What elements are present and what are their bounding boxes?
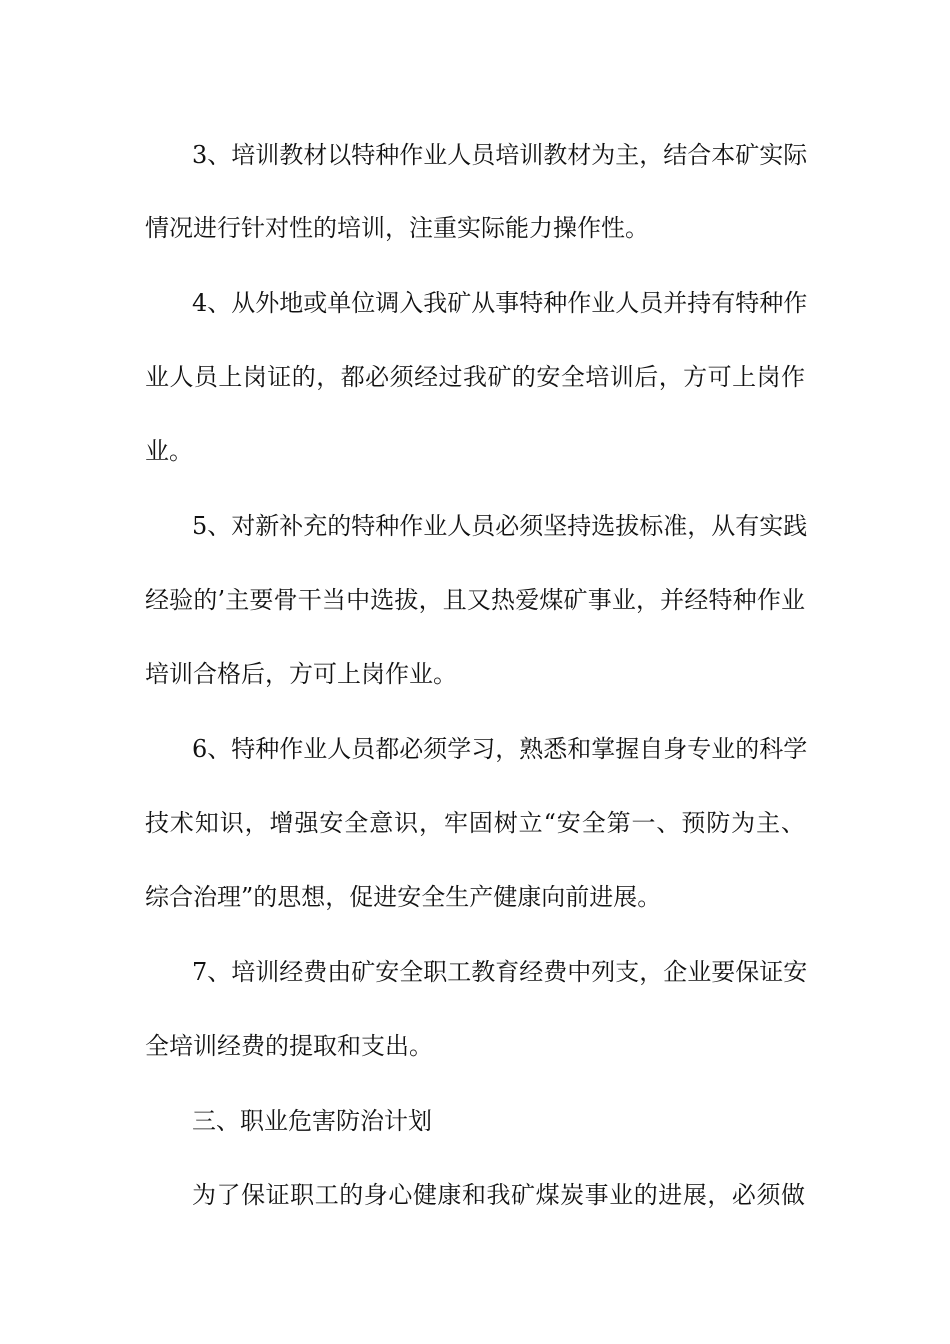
paragraph-5-line-3: 培训合格后，方可上岗作业。	[145, 660, 457, 688]
paragraph-7-line-1: 7、培训经费由矿安全职工教育经费中列支，企业要保证安	[192, 958, 808, 986]
paragraph-3-line-1: 3、培训教材以特种作业人员培训教材为主，结合本矿实际	[192, 141, 808, 169]
section-intro-line-1: 为了保证职工的身心健康和我矿煤炭事业的进展，必须做	[192, 1181, 805, 1209]
paragraph-4-line-3: 业。	[145, 437, 193, 465]
paragraph-5-line-1: 5、对新补充的特种作业人员必须坚持选拔标准，从有实践	[192, 512, 808, 540]
paragraph-6-line-3: 综合治理”的思想，促进安全生产健康向前进展。	[145, 883, 662, 911]
paragraph-5-line-2: 经验的’主要骨干当中选拔，且又热爱煤矿事业，并经特种作业	[145, 586, 805, 614]
paragraph-3-line-2: 情况进行针对性的培训，注重实际能力操作性。	[145, 214, 649, 242]
paragraph-7-line-2: 全培训经费的提取和支出。	[145, 1032, 433, 1060]
paragraph-6-line-1: 6、特种作业人员都必须学习，熟悉和掌握自身专业的科学	[192, 735, 808, 763]
section-heading: 三、职业危害防治计划	[192, 1107, 432, 1135]
paragraph-4-line-2: 业人员上岗证的，都必须经过我矿的安全培训后，方可上岗作	[145, 363, 805, 391]
paragraph-6-line-2: 技术知识，增强安全意识，牢固树立“安全第一、预防为主、	[145, 809, 805, 837]
paragraph-4-line-1: 4、从外地或单位调入我矿从事特种作业人员并持有特种作	[192, 289, 808, 317]
